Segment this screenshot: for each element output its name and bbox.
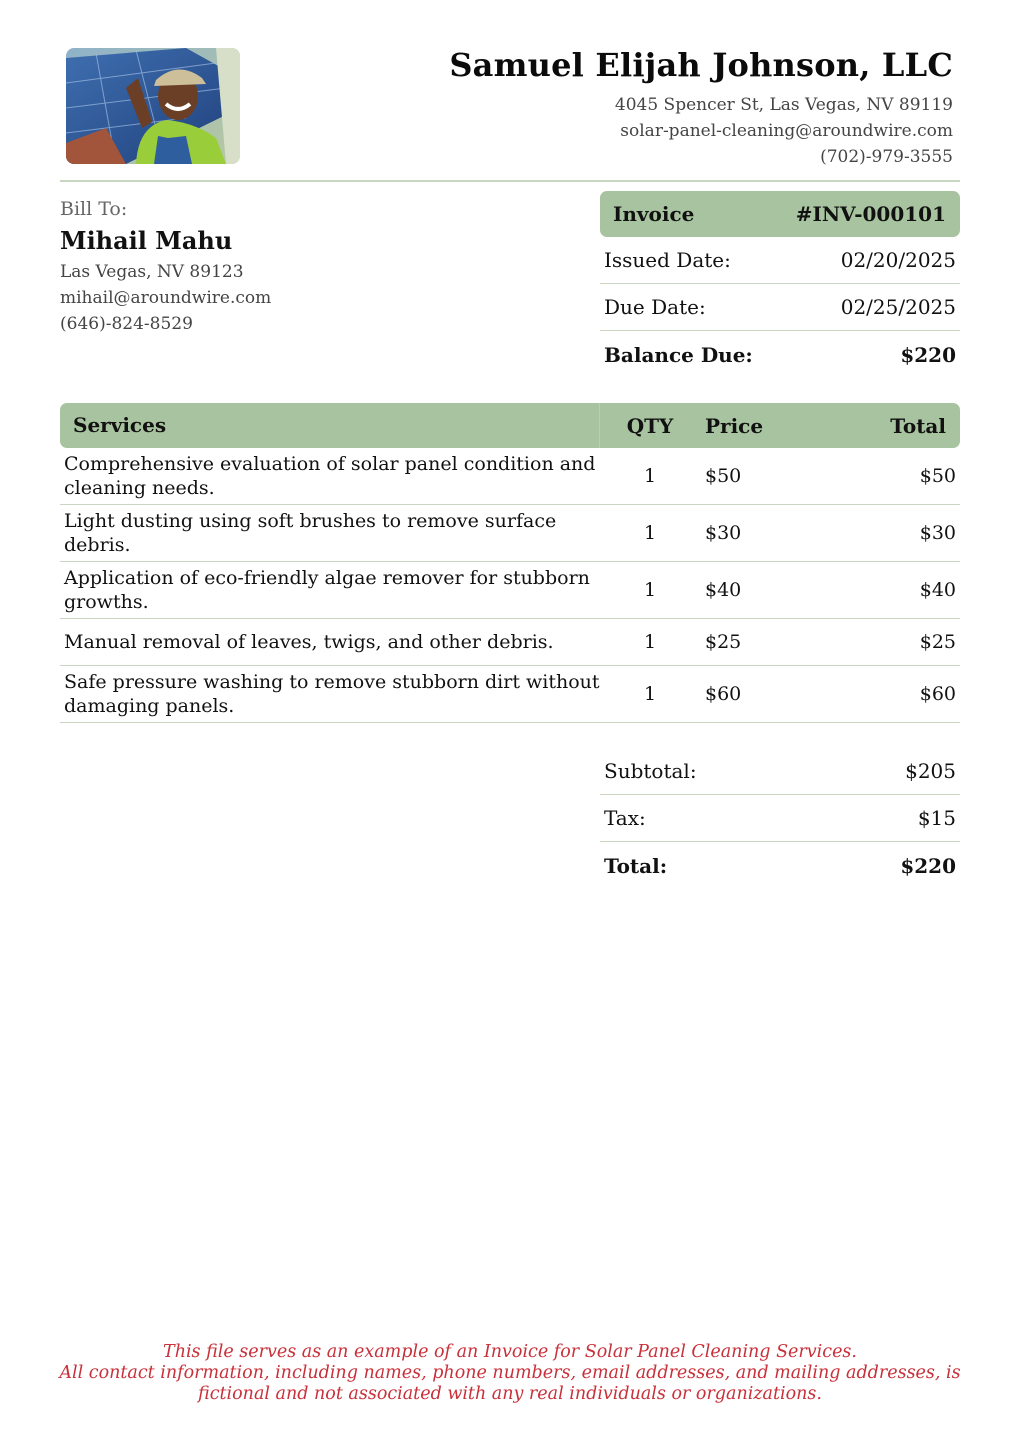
tax-row — [600, 795, 960, 842]
company-name: Samuel Elijah Johnson, LLC — [449, 46, 953, 84]
row-description: Manual removal of leaves, twigs, and other debris. — [64, 631, 554, 653]
row-price: $60 — [705, 683, 742, 705]
invoice-number: #INV-000101 — [795, 202, 946, 226]
tax-value: $15 — [917, 806, 956, 830]
company-info — [449, 46, 953, 168]
table-row — [60, 619, 960, 666]
row-description: Application of eco-friendly algae remover for stubborn growths. — [64, 567, 590, 613]
issued-date-label: Issued Date: — [604, 248, 731, 272]
disclaimer-line: All contact information, including names, phone numbers, email addresses, and mailing addresses, is — [59, 1363, 961, 1383]
header-divider — [60, 180, 960, 182]
row-price: $25 — [705, 631, 742, 653]
tax-label: Tax: — [604, 806, 646, 830]
client-address: Las Vegas, NV 89123 — [60, 262, 244, 282]
due-date-row — [600, 284, 960, 331]
row-description: Safe pressure washing to remove stubborn dirt without damaging panels. — [64, 671, 600, 717]
row-total: $50 — [919, 465, 956, 487]
services-table-header — [60, 403, 960, 448]
row-qty: 1 — [643, 579, 657, 601]
row-qty: 1 — [643, 631, 657, 653]
row-price: $30 — [705, 522, 742, 544]
disclaimer-line: This file serves as an example of an Invoice for Solar Panel Cleaning Services. — [163, 1342, 857, 1362]
bill-to-section — [60, 198, 271, 337]
row-total: $60 — [919, 683, 956, 705]
services-table — [60, 403, 960, 723]
row-total: $30 — [919, 522, 956, 544]
header-qty: QTY — [626, 413, 674, 438]
header-total: Total — [890, 413, 946, 438]
total-label: Total: — [604, 853, 668, 878]
row-total: $40 — [919, 579, 956, 601]
invoice-label: Invoice — [613, 202, 695, 226]
company-address: 4045 Spencer St, Las Vegas, NV 89119 — [614, 95, 953, 115]
subtotal-label: Subtotal: — [604, 759, 697, 783]
row-price: $50 — [705, 465, 742, 487]
company-email: solar-panel-cleaning@aroundwire.com — [620, 121, 953, 141]
balance-due-row — [600, 331, 960, 378]
row-description: Comprehensive evaluation of solar panel condition and cleaning needs. — [64, 453, 596, 499]
invoice-header — [600, 191, 960, 237]
client-phone: (646)-824-8529 — [60, 314, 193, 334]
issued-date-value: 02/20/2025 — [840, 248, 956, 272]
balance-due-value: $220 — [900, 342, 956, 367]
table-row — [60, 562, 960, 619]
total-value: $220 — [900, 853, 956, 878]
disclaimer-footer — [0, 1342, 1020, 1405]
header-services: Services — [60, 403, 600, 448]
total-row — [600, 842, 960, 889]
issued-date-row — [600, 237, 960, 284]
totals-section — [600, 748, 960, 889]
client-email: mihail@aroundwire.com — [60, 288, 272, 308]
balance-due-label: Balance Due: — [604, 342, 753, 367]
subtotal-row — [600, 748, 960, 795]
disclaimer-line: fictional and not associated with any real individuals or organizations. — [198, 1384, 822, 1404]
row-description: Light dusting using soft brushes to remove surface debris. — [64, 510, 557, 556]
header-price: Price — [705, 413, 764, 438]
row-total: $25 — [919, 631, 956, 653]
row-qty: 1 — [643, 683, 657, 705]
row-qty: 1 — [643, 465, 657, 487]
table-row — [60, 505, 960, 562]
company-phone: (702)-979-3555 — [820, 147, 953, 167]
row-qty: 1 — [643, 522, 657, 544]
row-price: $40 — [705, 579, 742, 601]
table-row — [60, 666, 960, 723]
company-logo-photo — [66, 48, 240, 164]
due-date-label: Due Date: — [604, 295, 706, 319]
table-row — [60, 448, 960, 505]
bill-to-label: Bill To: — [60, 198, 128, 220]
due-date-value: 02/25/2025 — [840, 295, 956, 319]
invoice-summary — [600, 191, 960, 378]
subtotal-value: $205 — [905, 759, 956, 783]
client-name: Mihail Mahu — [60, 226, 233, 255]
